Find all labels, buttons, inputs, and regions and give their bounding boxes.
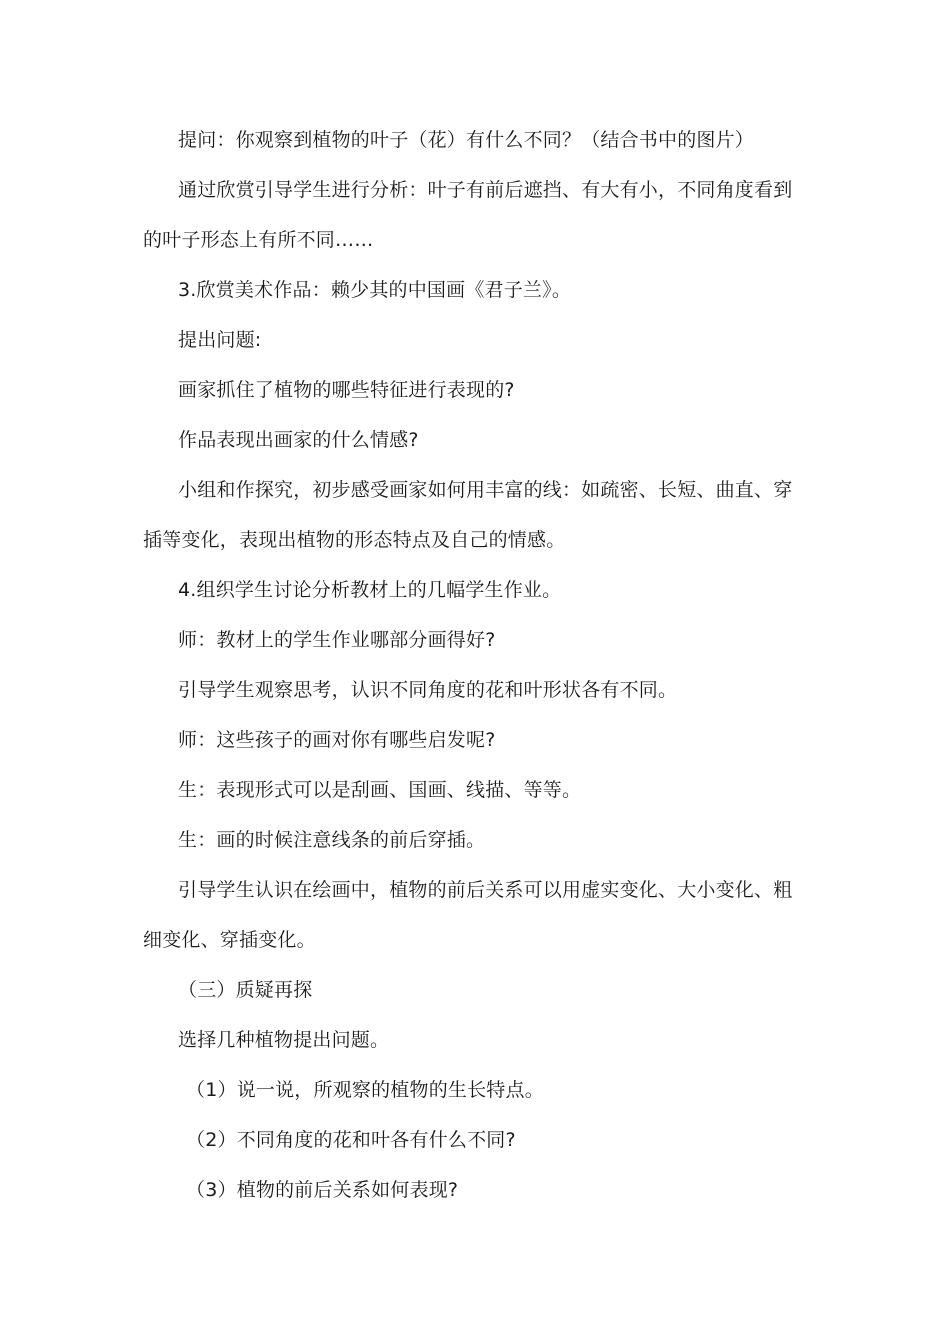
student-answer-1: 生：表现形式可以是刮画、国画、线描、等等。 [178, 779, 582, 801]
paragraph-group-explore-cont: 插等变化，表现出植物的形态特点及自己的情感。 [143, 529, 566, 551]
paragraph-guide-recognize-cont: 细变化、穿插变化。 [143, 929, 316, 951]
section-heading-3: （三）质疑再探 [178, 979, 313, 1001]
paragraph-question-leaves: 提问：你观察到植物的叶子（花）有什么不同？（结合书中的图片） [178, 129, 755, 151]
paragraph-raise-questions: 提出问题: [178, 329, 262, 351]
paragraph-guide-recognize: 引导学生认识在绘画中，植物的前后关系可以用虚实变化、大小变化、粗 [178, 879, 793, 901]
paragraph-select-plants: 选择几种植物提出问题。 [178, 1029, 390, 1051]
paragraph-guide-analysis: 通过欣赏引导学生进行分析：叶子有前后遮挡、有大有小，不同角度看到 [178, 179, 793, 201]
question-features: 画家抓住了植物的哪些特征进行表现的? [178, 379, 515, 401]
list-item-3: （3）植物的前后关系如何表现? [186, 1179, 459, 1201]
paragraph-guide-observe: 引导学生观察思考，认识不同角度的花和叶形状各有不同。 [178, 679, 678, 701]
step-3-appreciate-artwork: 3.欣赏美术作品：赖少其的中国画《君子兰》。 [178, 279, 572, 301]
student-answer-2: 生：画的时候注意线条的前后穿插。 [178, 829, 486, 851]
list-item-2: （2）不同角度的花和叶各有什么不同? [186, 1129, 516, 1151]
teacher-question-2: 师：这些孩子的画对你有哪些启发呢? [178, 729, 496, 751]
teacher-question-1: 师：教材上的学生作业哪部分画得好? [178, 629, 496, 651]
question-emotion: 作品表现出画家的什么情感? [178, 429, 419, 451]
paragraph-group-explore: 小组和作探究，初步感受画家如何用丰富的线：如疏密、长短、曲直、穿 [178, 479, 793, 501]
list-item-1: （1）说一说，所观察的植物的生长特点。 [186, 1079, 544, 1101]
paragraph-guide-analysis-cont: 的叶子形态上有所不同…… [143, 229, 374, 251]
step-4-discuss-student-work: 4.组织学生讨论分析教材上的几幅学生作业。 [178, 579, 562, 601]
